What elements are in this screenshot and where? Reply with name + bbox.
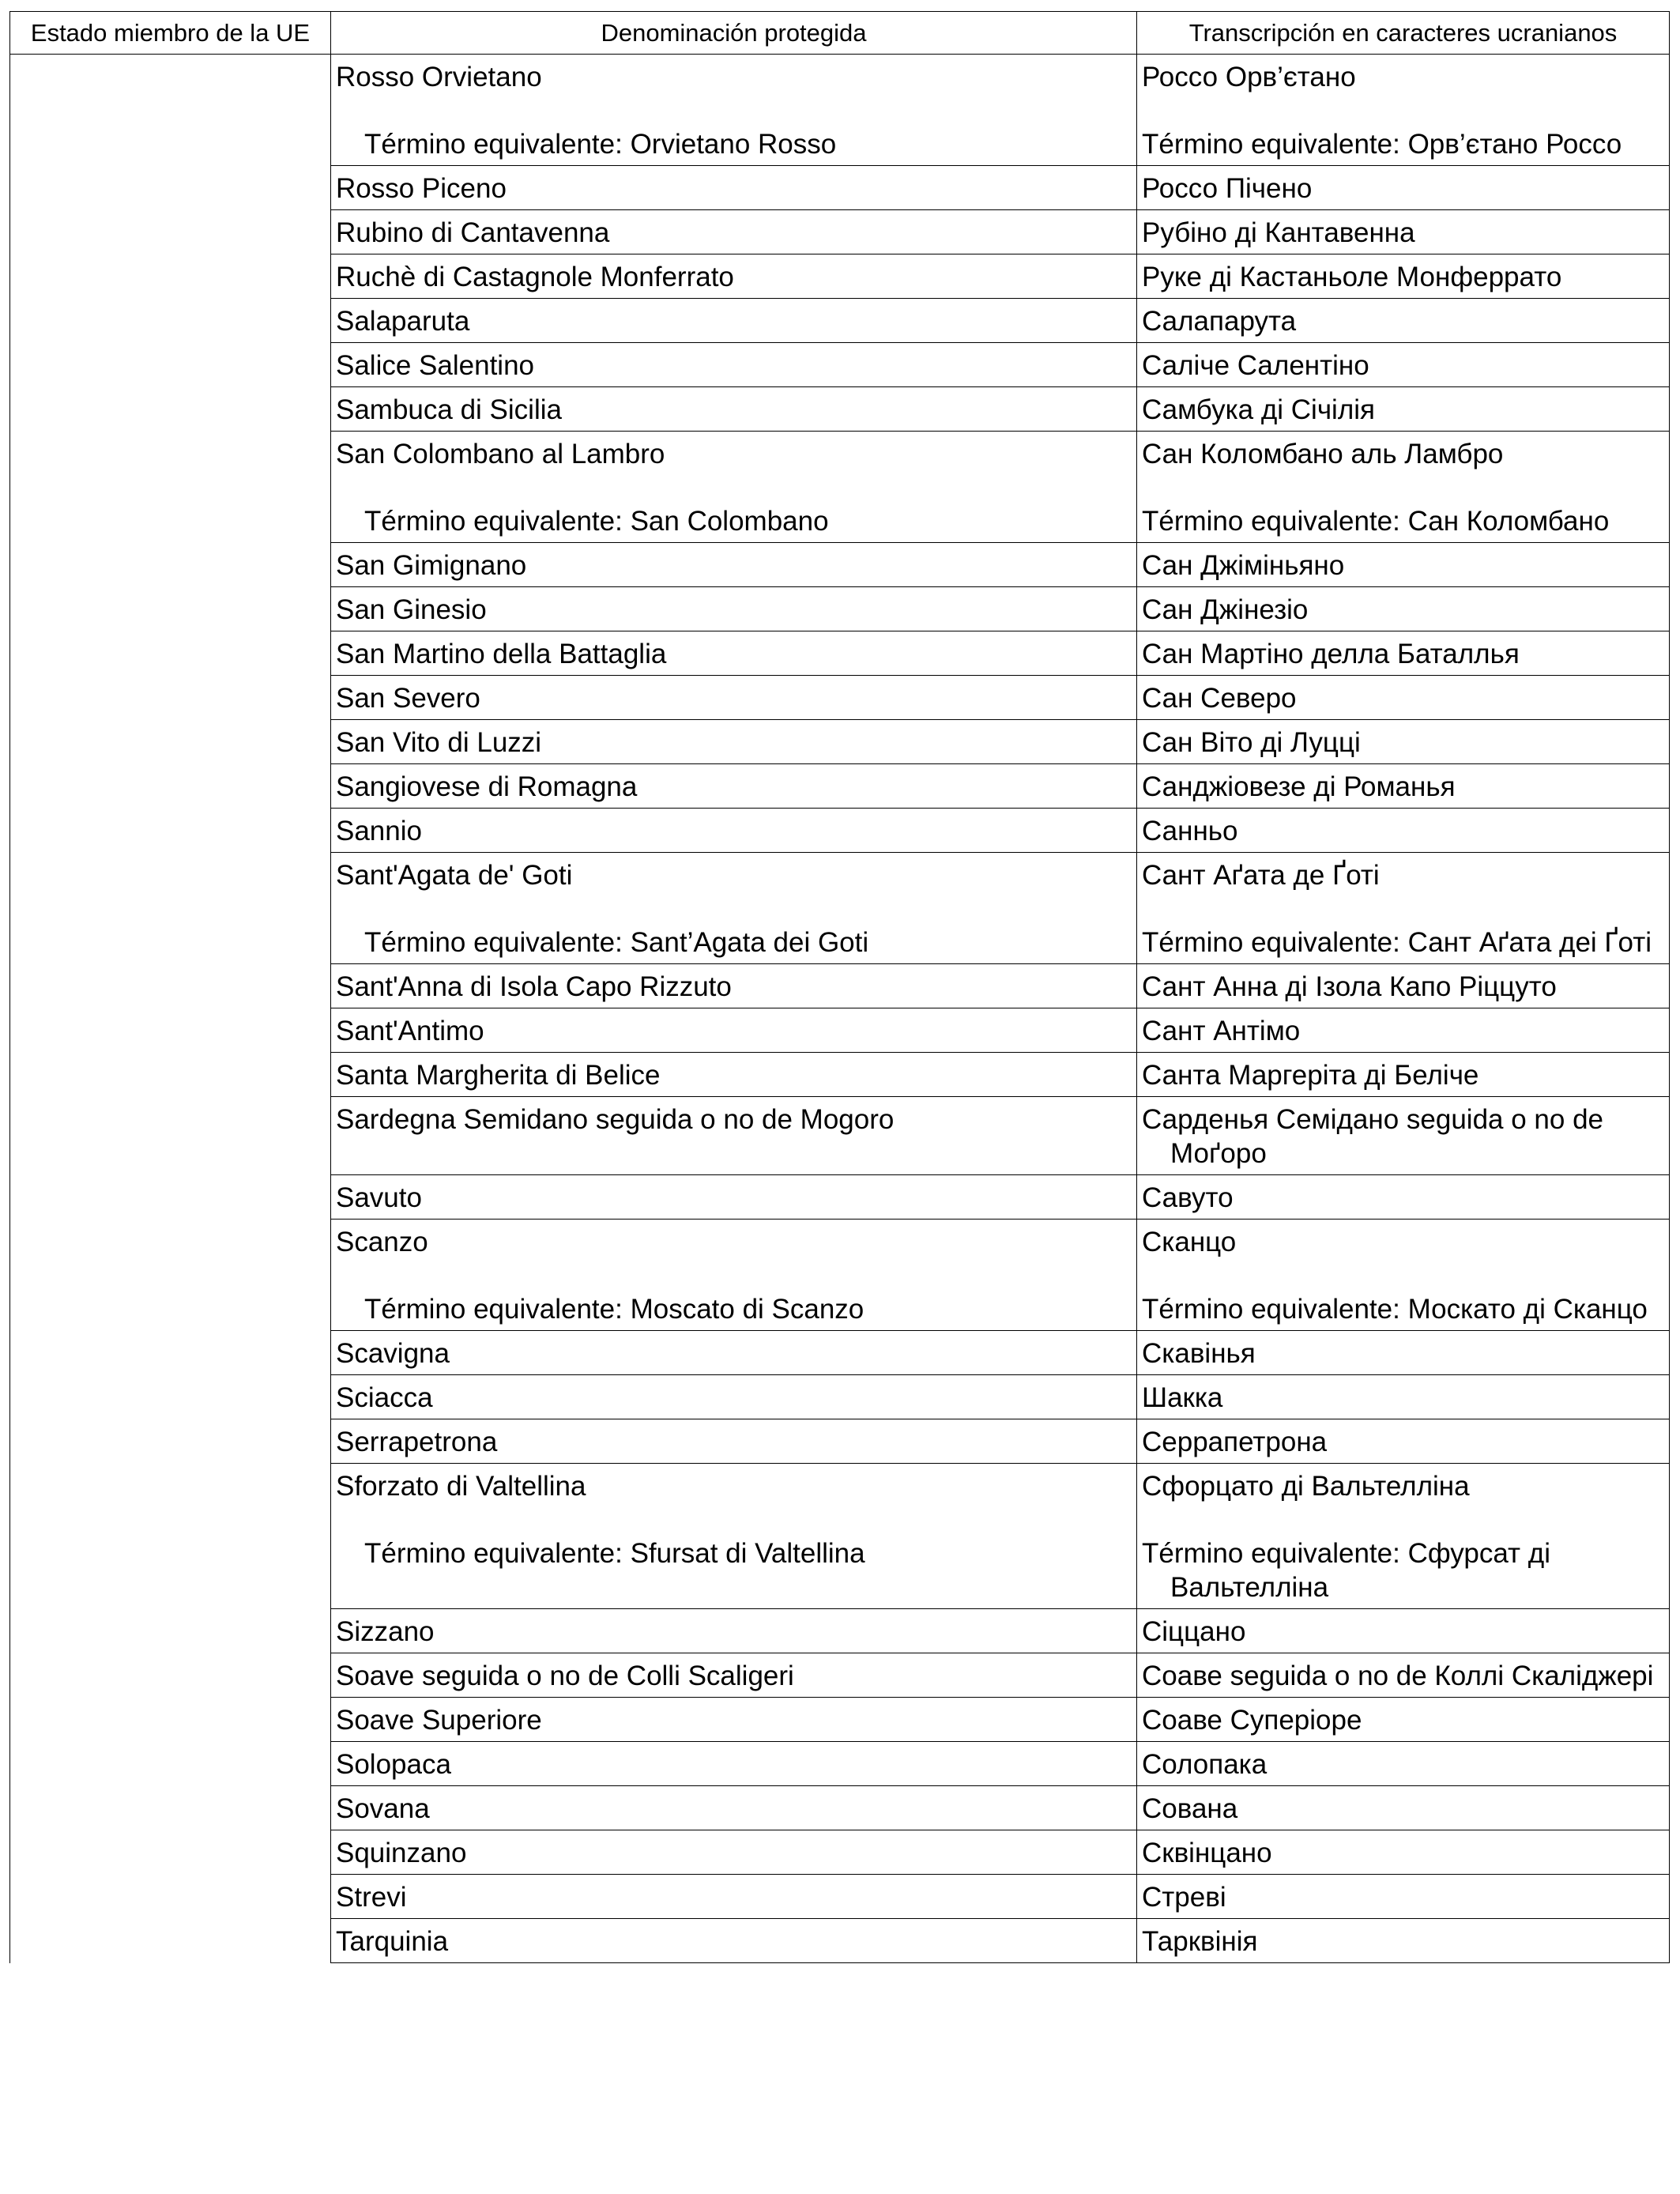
transcription-cell bbox=[1137, 1053, 1670, 1097]
ukrainian-transcription: Рубіно ді Кантавенна bbox=[1142, 217, 1415, 248]
ukrainian-transcription: Соаве seguida o no de Коллі Скаліджері bbox=[1142, 1661, 1654, 1691]
protected-name-cell bbox=[331, 166, 1137, 210]
ukrainian-transcription: Стреві bbox=[1142, 1882, 1226, 1913]
ukrainian-transcription: Руке ді Кастаньоле Монферрато bbox=[1142, 262, 1562, 292]
protected-name-cell bbox=[331, 432, 1137, 543]
ukrainian-transcription: Савуто bbox=[1142, 1182, 1234, 1213]
transcription-cell bbox=[1137, 387, 1670, 432]
protected-name: Sizzano bbox=[336, 1616, 435, 1647]
protected-name-cell bbox=[331, 964, 1137, 1008]
transcription-cell bbox=[1137, 210, 1670, 254]
protected-name-cell bbox=[331, 254, 1137, 299]
ukrainian-transcription: Сквінцано bbox=[1142, 1838, 1272, 1868]
header-transcription: Transcripción en caracteres ucranianos bbox=[1137, 12, 1670, 55]
transcription-cell bbox=[1137, 1830, 1670, 1875]
protected-name-cell bbox=[331, 343, 1137, 387]
protected-name: Salice Salentino bbox=[336, 350, 534, 381]
equivalent-term-transcription: Término equivalente: Сант Аґата деі Ґоті bbox=[1142, 927, 1652, 958]
protected-name: San Ginesio bbox=[336, 594, 487, 625]
ukrainian-transcription: Сант Аґата де Ґоті bbox=[1142, 860, 1380, 891]
ukrainian-transcription: Сфорцато ді Вальтелліна bbox=[1142, 1471, 1470, 1502]
transcription-cell bbox=[1137, 55, 1670, 166]
ukrainian-transcription: Санта Маргеріта ді Беліче bbox=[1142, 1060, 1479, 1091]
protected-name: Sciacca bbox=[336, 1382, 433, 1413]
protected-name-cell bbox=[331, 676, 1137, 720]
transcription-cell bbox=[1137, 964, 1670, 1008]
denominations-table bbox=[9, 11, 1670, 1963]
equivalent-term: Término equivalente: San Colombano bbox=[364, 506, 829, 537]
protected-name: Sant'Antimo bbox=[336, 1016, 484, 1046]
ukrainian-transcription: Солопака bbox=[1142, 1749, 1268, 1780]
protected-name: Scavigna bbox=[336, 1338, 450, 1369]
transcription-cell bbox=[1137, 1875, 1670, 1919]
equivalent-term: Término equivalente: Moscato di Scanzo bbox=[364, 1294, 864, 1325]
protected-name: Sant'Anna di Isola Capo Rizzuto bbox=[336, 971, 732, 1002]
protected-name-cell bbox=[331, 1786, 1137, 1830]
protected-name-cell bbox=[331, 764, 1137, 809]
protected-name: Savuto bbox=[336, 1182, 422, 1213]
transcription-cell bbox=[1137, 1742, 1670, 1786]
ukrainian-transcription: Сан Джіміньяно bbox=[1142, 550, 1345, 581]
transcription-cell bbox=[1137, 343, 1670, 387]
protected-name-cell bbox=[331, 1698, 1137, 1742]
protected-name-cell bbox=[331, 1875, 1137, 1919]
table-header-row bbox=[10, 12, 1670, 55]
protected-name: Sambuca di Sicilia bbox=[336, 394, 562, 425]
protected-name: Sant'Agata de' Goti bbox=[336, 860, 573, 891]
transcription-cell bbox=[1137, 1375, 1670, 1419]
ukrainian-transcription: Сан Віто ді Луцці bbox=[1142, 727, 1361, 758]
protected-name: Santa Margherita di Belice bbox=[336, 1060, 661, 1091]
table-row bbox=[10, 55, 1670, 166]
protected-name: San Colombano al Lambro bbox=[336, 439, 665, 469]
transcription-cell bbox=[1137, 1464, 1670, 1609]
equivalent-term: Término equivalente: Sant’Agata dei Goti bbox=[364, 927, 869, 958]
protected-name-cell bbox=[331, 1830, 1137, 1875]
transcription-cell bbox=[1137, 587, 1670, 631]
protected-name-cell bbox=[331, 1919, 1137, 1963]
equivalent-term-transcription: Término equivalente: Сан Коломбано bbox=[1142, 506, 1610, 537]
protected-name: Serrapetrona bbox=[336, 1427, 498, 1457]
transcription-cell bbox=[1137, 720, 1670, 764]
protected-name: Strevi bbox=[336, 1882, 407, 1913]
transcription-cell bbox=[1137, 1331, 1670, 1375]
ukrainian-transcription: Сант Анна ді Ізола Капо Ріццуто bbox=[1142, 971, 1557, 1002]
ukrainian-transcription: Сант Антімо bbox=[1142, 1016, 1301, 1046]
protected-name: Scanzo bbox=[336, 1227, 428, 1257]
protected-name-cell bbox=[331, 210, 1137, 254]
ukrainian-transcription: Санньо bbox=[1142, 816, 1238, 846]
transcription-cell bbox=[1137, 1419, 1670, 1464]
ukrainian-transcription: Сан Коломбано аль Ламбро bbox=[1142, 439, 1504, 469]
protected-name-cell bbox=[331, 1742, 1137, 1786]
protected-name: Sovana bbox=[336, 1793, 430, 1824]
protected-name-cell bbox=[331, 1220, 1137, 1331]
protected-name: Tarquinia bbox=[336, 1926, 449, 1957]
transcription-cell bbox=[1137, 432, 1670, 543]
protected-name-cell bbox=[331, 587, 1137, 631]
ukrainian-transcription: Сіццано bbox=[1142, 1616, 1246, 1647]
ukrainian-transcription: Скавінья bbox=[1142, 1338, 1256, 1369]
protected-name-cell bbox=[331, 1609, 1137, 1653]
protected-name: Soave seguida o no de Colli Scaligeri bbox=[336, 1661, 794, 1691]
ukrainian-transcription: Сована bbox=[1142, 1793, 1238, 1824]
transcription-cell bbox=[1137, 254, 1670, 299]
ukrainian-transcription: Тарквінія bbox=[1142, 1926, 1258, 1957]
ukrainian-transcription: Сан Джінезіо bbox=[1142, 594, 1309, 625]
ukrainian-transcription: Серрапетрона bbox=[1142, 1427, 1328, 1457]
transcription-cell bbox=[1137, 676, 1670, 720]
table-body bbox=[10, 55, 1670, 1963]
equivalent-term-transcription: Término equivalente: Сфурсат ді Вальтелліна bbox=[1142, 1538, 1550, 1603]
ukrainian-transcription: Самбука ді Січілія bbox=[1142, 394, 1375, 425]
transcription-cell bbox=[1137, 1919, 1670, 1963]
ukrainian-transcription: Сарденья Семідано seguida o no de Моґоро bbox=[1142, 1104, 1604, 1169]
ukrainian-transcription: Сканцо bbox=[1142, 1227, 1237, 1257]
ukrainian-transcription: Соаве Суперіоре bbox=[1142, 1705, 1362, 1736]
ukrainian-transcription: Россо Орв’єтано bbox=[1142, 62, 1356, 92]
protected-name-cell bbox=[331, 1008, 1137, 1053]
protected-name: Sardegna Semidano seguida o no de Mogoro bbox=[336, 1104, 895, 1135]
protected-name: Soave Superiore bbox=[336, 1705, 542, 1736]
protected-name-cell bbox=[331, 720, 1137, 764]
protected-name-cell bbox=[331, 1375, 1137, 1419]
protected-name-cell bbox=[331, 387, 1137, 432]
protected-name-cell bbox=[331, 55, 1137, 166]
protected-name: Salaparuta bbox=[336, 306, 470, 337]
transcription-cell bbox=[1137, 1008, 1670, 1053]
protected-name-cell bbox=[331, 1464, 1137, 1609]
protected-name: Sangiovese di Romagna bbox=[336, 771, 638, 802]
protected-name: Sannio bbox=[336, 816, 422, 846]
header-protected-name: Denominación protegida bbox=[331, 12, 1137, 55]
transcription-cell bbox=[1137, 299, 1670, 343]
protected-name-cell bbox=[331, 1097, 1137, 1175]
protected-name-cell bbox=[331, 1419, 1137, 1464]
transcription-cell bbox=[1137, 1653, 1670, 1698]
protected-name: Solopaca bbox=[336, 1749, 451, 1780]
protected-name: Rubino di Cantavenna bbox=[336, 217, 610, 248]
ukrainian-transcription: Саліче Салентіно bbox=[1142, 350, 1369, 381]
ukrainian-transcription: Сан Мартіно делла Баталлья bbox=[1142, 639, 1520, 669]
protected-name-cell bbox=[331, 543, 1137, 587]
transcription-cell bbox=[1137, 809, 1670, 853]
protected-name-cell bbox=[331, 1653, 1137, 1698]
ukrainian-transcription: Шакка bbox=[1142, 1382, 1223, 1413]
transcription-cell bbox=[1137, 1175, 1670, 1220]
protected-name: San Severo bbox=[336, 683, 480, 714]
transcription-cell bbox=[1137, 853, 1670, 964]
transcription-cell bbox=[1137, 1698, 1670, 1742]
equivalent-term-transcription: Término equivalente: Москато ді Сканцо bbox=[1142, 1294, 1648, 1325]
transcription-cell bbox=[1137, 1786, 1670, 1830]
header-member-state: Estado miembro de la UE bbox=[10, 12, 331, 55]
ukrainian-transcription: Сан Северо bbox=[1142, 683, 1297, 714]
transcription-cell bbox=[1137, 543, 1670, 587]
member-state-cell bbox=[10, 55, 331, 1963]
protected-name-cell bbox=[331, 1053, 1137, 1097]
protected-name-cell bbox=[331, 631, 1137, 676]
protected-name-cell bbox=[331, 1175, 1137, 1220]
transcription-cell bbox=[1137, 1097, 1670, 1175]
protected-name: San Martino della Battaglia bbox=[336, 639, 667, 669]
transcription-cell bbox=[1137, 1220, 1670, 1331]
ukrainian-transcription: Салапарута bbox=[1142, 306, 1297, 337]
transcription-cell bbox=[1137, 764, 1670, 809]
protected-name-cell bbox=[331, 809, 1137, 853]
protected-name-cell bbox=[331, 1331, 1137, 1375]
protected-name: Sforzato di Valtellina bbox=[336, 1471, 586, 1502]
transcription-cell bbox=[1137, 166, 1670, 210]
protected-name: Rosso Piceno bbox=[336, 173, 507, 204]
ukrainian-transcription: Россо Пічено bbox=[1142, 173, 1313, 204]
equivalent-term: Término equivalente: Orvietano Rosso bbox=[364, 129, 837, 160]
protected-name: San Gimignano bbox=[336, 550, 527, 581]
protected-name: Squinzano bbox=[336, 1838, 467, 1868]
protected-name: Rosso Orvietano bbox=[336, 62, 542, 92]
protected-name: Ruchè di Castagnole Monferrato bbox=[336, 262, 734, 292]
protected-name: San Vito di Luzzi bbox=[336, 727, 542, 758]
equivalent-term-transcription: Término equivalente: Орв’єтано Россо bbox=[1142, 129, 1622, 160]
ukrainian-transcription: Санджіовезе ді Романья bbox=[1142, 771, 1456, 802]
transcription-cell bbox=[1137, 631, 1670, 676]
transcription-cell bbox=[1137, 1609, 1670, 1653]
equivalent-term: Término equivalente: Sfursat di Valtellina bbox=[364, 1538, 865, 1569]
protected-name-cell bbox=[331, 299, 1137, 343]
protected-name-cell bbox=[331, 853, 1137, 964]
